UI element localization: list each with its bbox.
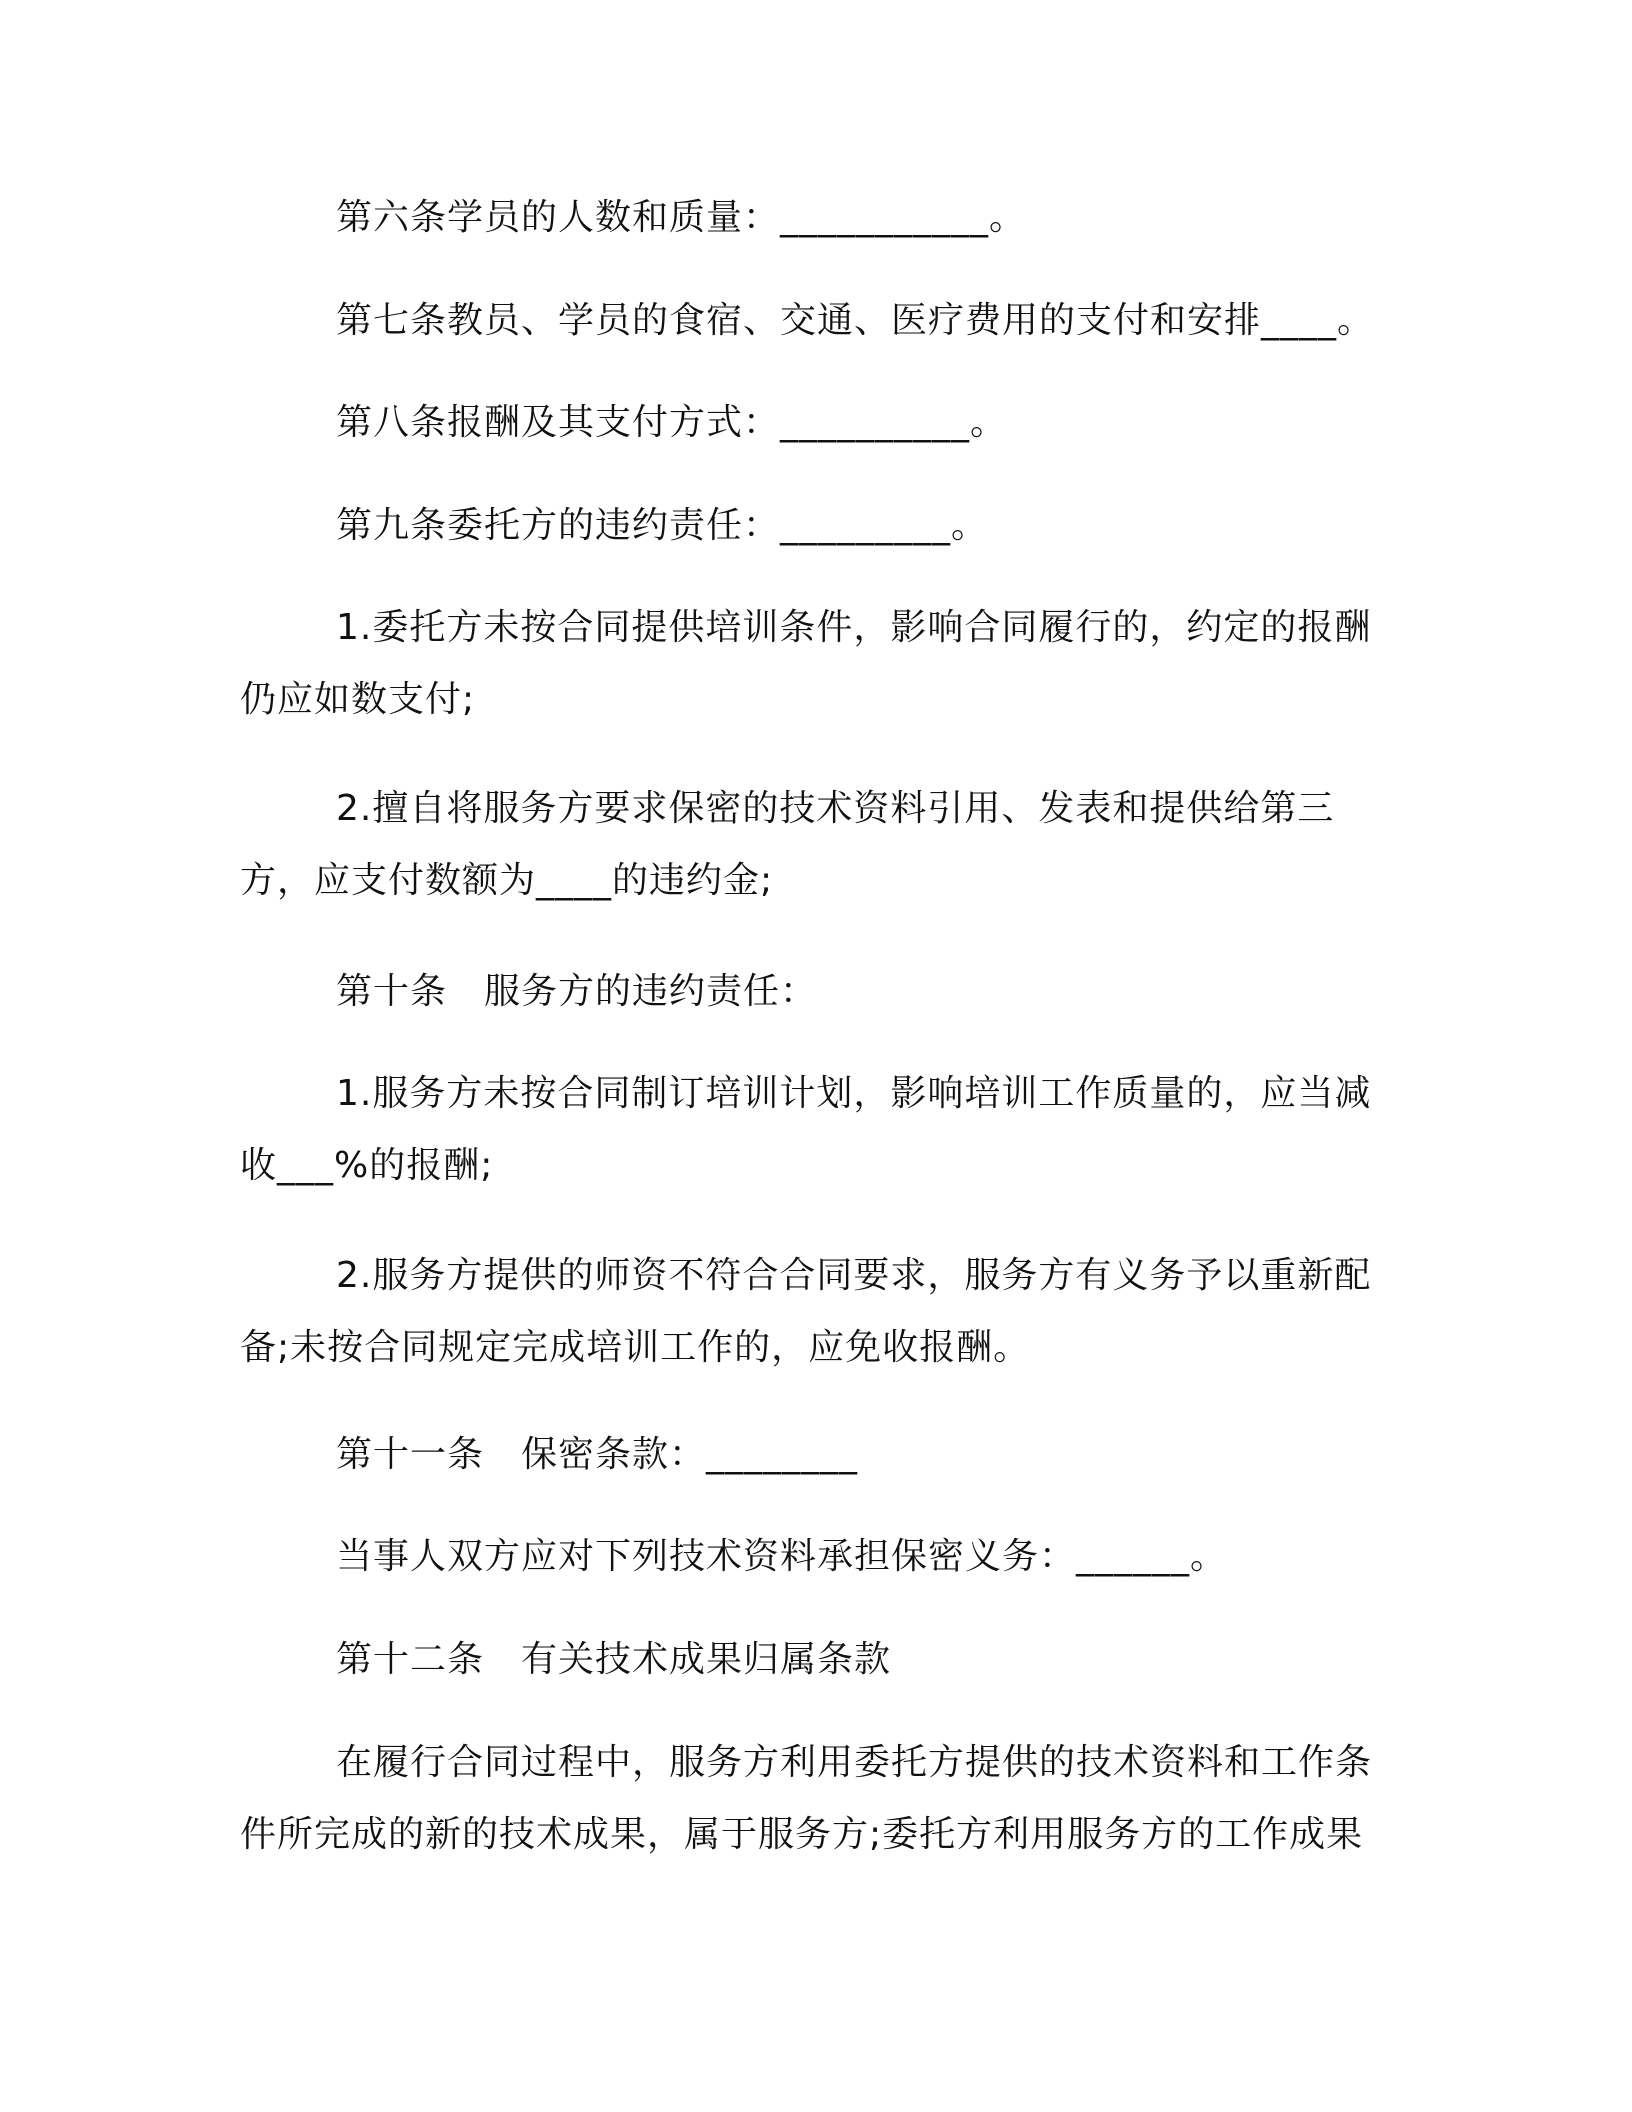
article-9-clause-2: 2.擅自将服务方要求保密的技术资料引用、发表和提供给第三方，应支付数额为____的违约金;: [240, 788, 1335, 901]
article-7: 第七条教员、学员的食宿、交通、医疗费用的支付和安排____。: [336, 300, 1375, 341]
article-6: 第六条学员的人数和质量：___________。: [336, 197, 1027, 238]
article-12: 第十二条 有关技术成果归属条款: [336, 1639, 892, 1680]
article-9-clause-1: 1.委托方未按合同提供培训条件，影响合同履行的，约定的报酬仍应如数支付;: [240, 607, 1372, 720]
article-10-clause-2: 2.服务方提供的师资不符合合同要求，服务方有义务予以重新配备;未按合同规定完成培训工作的，应免收报酬。: [240, 1255, 1372, 1368]
article-10: 第十条 服务方的违约责任：: [336, 971, 818, 1012]
article-9: 第九条委托方的违约责任：_________。: [336, 505, 989, 546]
article-10-clause-1: 1.服务方未按合同制订培训计划，影响培训工作质量的，应当减收___%的报酬;: [240, 1073, 1372, 1186]
article-8: 第八条报酬及其支付方式：__________。: [336, 402, 1008, 443]
technical-results-clause: 在履行合同过程中，服务方利用委托方提供的技术资料和工作条件所完成的新的技术成果，属于服务方;委托方利用服务方的工作成果: [240, 1742, 1373, 1855]
confidentiality-clause: 当事人双方应对下列技术资料承担保密义务：______。: [336, 1536, 1228, 1577]
article-11: 第十一条 保密条款：________: [336, 1434, 859, 1475]
